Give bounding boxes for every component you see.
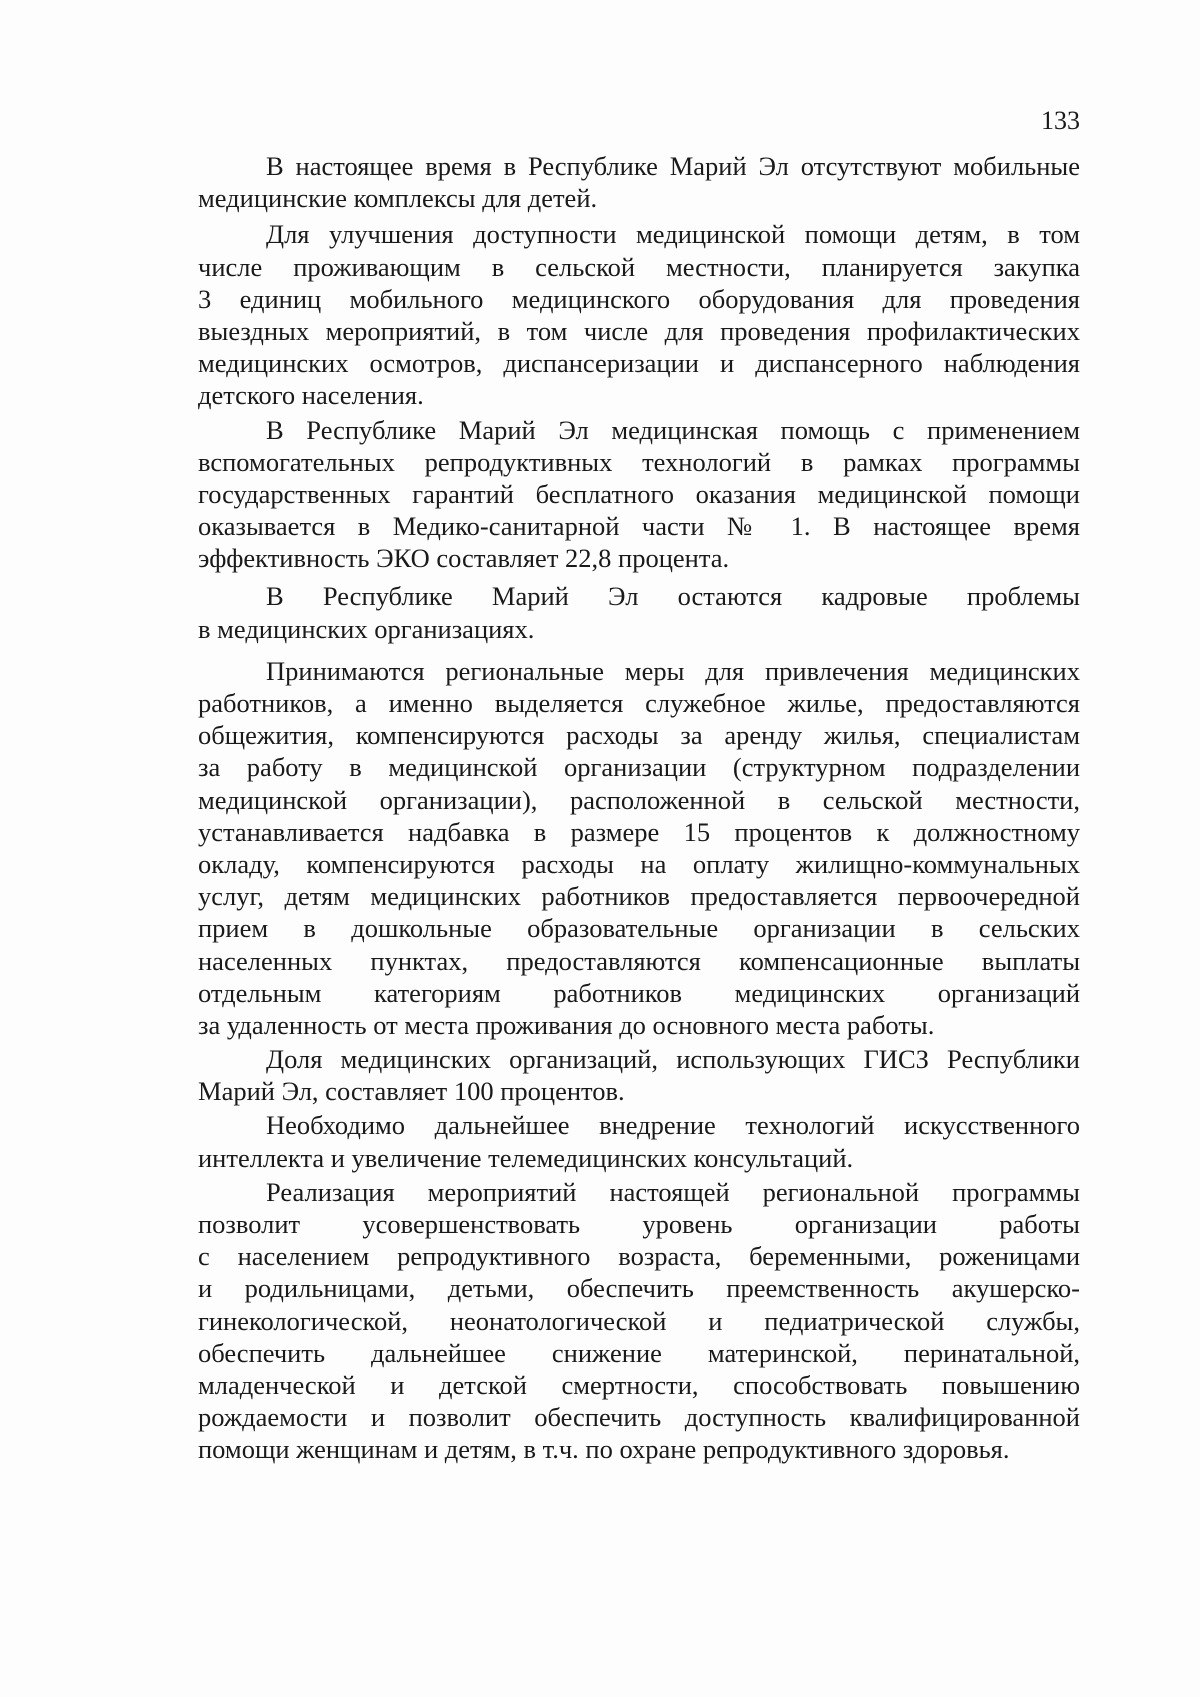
text-line: окладу, компенсируются расходы на оплату жилищно-коммунальных	[198, 848, 1080, 879]
text-line: государственных гарантий бесплатного оказания медицинской помощи	[198, 478, 1080, 509]
text-line: работников, а именно выделяется служебное жилье, предоставляются	[198, 688, 1080, 718]
text-line: помощи женщинам и детям, в т.ч. по охране репродуктивного здоровья.	[198, 1434, 1010, 1465]
text-line: прием в дошкольные образовательные организации в сельских	[198, 913, 1080, 944]
text-line: общежития, компенсируются расходы за аренду жилья, специалистам	[198, 720, 1080, 751]
paragraph	[198, 655, 1080, 1041]
paragraph	[198, 150, 1080, 214]
text-line: медицинских осмотров, диспансеризации и диспансерного наблюдения	[198, 348, 1080, 379]
text-line: выездных мероприятий, в том числе для проведения профилактических	[198, 315, 1080, 346]
text-line: вспомогательных репродуктивных технологий в рамках программы	[198, 446, 1080, 477]
paragraph	[198, 1043, 1080, 1107]
text-line: медицинские комплексы для детей.	[198, 183, 598, 214]
text-line: за работу в медицинской организации (структурном подразделении	[198, 752, 1080, 783]
text-line: Необходимо дальнейшее внедрение технологий искусственного	[266, 1110, 1080, 1141]
paragraph	[198, 580, 1080, 644]
text-line: за удаленность от места проживания до основного места работы.	[198, 1009, 935, 1040]
text-line: В Республике Марий Эл остаются кадровые проблемы	[266, 581, 1080, 612]
text-line: эффективность ЭКО составляет 22,8 процента.	[198, 543, 730, 574]
text-line: В настоящее время в Республике Марий Эл отсутствуют мобильные	[266, 151, 1080, 181]
paragraph	[198, 414, 1080, 575]
text-line: Марий Эл, составляет 100 процентов.	[198, 1076, 625, 1107]
text-line: числе проживающим в сельской местности, планируется закупка	[198, 251, 1080, 282]
paragraph	[198, 1109, 1080, 1173]
page-number: 133	[1041, 106, 1080, 135]
text-line: 3 единиц мобильного медицинского оборудования для проведения	[198, 283, 1080, 314]
text-line: Для улучшения доступности медицинской помощи детям, в том	[266, 219, 1080, 250]
text-line: интеллекта и увеличение телемедицинских консультаций.	[198, 1142, 854, 1173]
text-line: рождаемости и позволит обеспечить доступность квалифицированной	[198, 1402, 1080, 1433]
text-line: детского населения.	[198, 380, 424, 411]
text-line: и родильницами, детьми, обеспечить преемственность акушерско-	[198, 1273, 1080, 1304]
text-line: позволит усовершенствовать уровень организации работы	[198, 1209, 1080, 1239]
text-line: в медицинских организациях.	[198, 613, 535, 644]
text-line: с населением репродуктивного возраста, беременными, роженицами	[198, 1241, 1080, 1272]
text-line: оказывается в Медико-санитарной части № 1. В настоящее время	[198, 511, 1080, 542]
paragraph	[198, 218, 1080, 411]
text-line: населенных пунктах, предоставляются компенсационные выплаты	[198, 945, 1080, 976]
text-line: В Республике Марий Эл медицинская помощь с применением	[266, 414, 1080, 445]
text-line: обеспечить дальнейшее снижение материнской, перинатальной,	[198, 1337, 1080, 1368]
text-line: младенческой и детской смертности, способствовать повышению	[198, 1369, 1080, 1400]
text-line: Реализация мероприятий настоящей региональной программы	[266, 1176, 1080, 1207]
text-line: устанавливается надбавка в размере 15 процентов к должностному	[198, 816, 1080, 847]
text-line: отдельным категориям работников медицинских организаций	[198, 977, 1080, 1008]
text-line: Принимаются региональные меры для привлечения медицинских	[266, 655, 1080, 686]
paragraph	[198, 1176, 1080, 1466]
text-line: медицинской организации), расположенной в сельской местности,	[198, 784, 1080, 815]
text-line: услуг, детям медицинских работников предоставляется первоочередной	[198, 881, 1080, 912]
text-line: Доля медицинских организаций, использующих ГИСЗ Республики	[266, 1044, 1080, 1075]
text-line: гинекологической, неонатологической и педиатрической службы,	[198, 1305, 1080, 1336]
document-body	[198, 150, 1080, 1466]
